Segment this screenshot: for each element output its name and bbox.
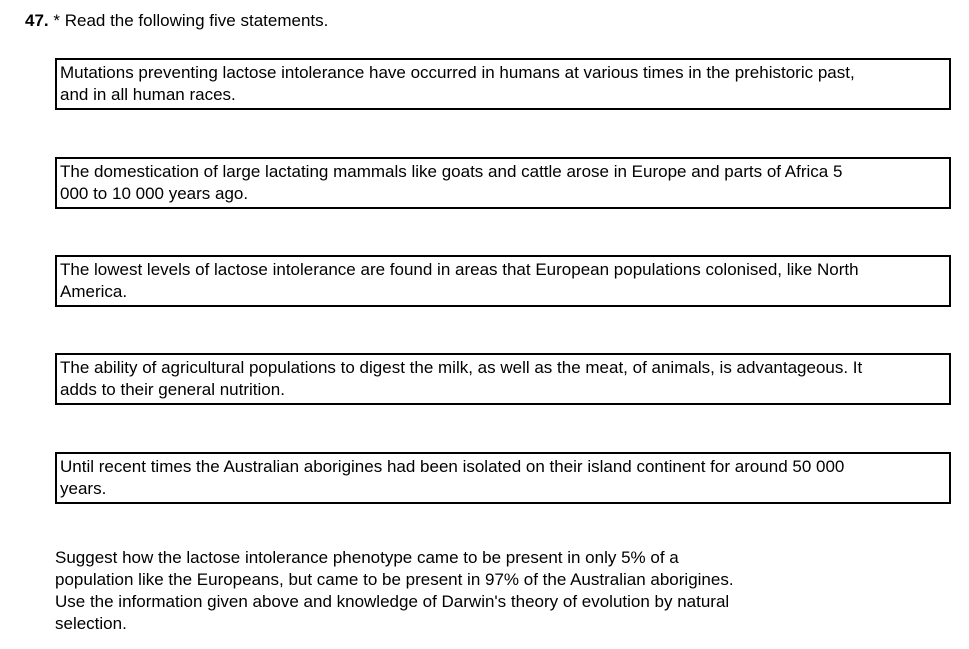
statement-3-line-1: The lowest levels of lactose intolerance are found in areas that European populations colonised, like North [60, 260, 859, 279]
statement-1-line-1: Mutations preventing lactose intolerance have occurred in humans at various times in the prehistoric past, [60, 63, 855, 82]
question-instruction: * Read the following five statements. [53, 11, 329, 30]
statement-2-line-1: The domestication of large lactating mammals like goats and cattle arose in Europe and parts of Africa 5 [60, 162, 843, 181]
statement-3-line-2: America. [60, 282, 128, 301]
question-header [25, 11, 328, 31]
statement-box-3 [55, 255, 951, 307]
statement-box-1 [55, 58, 951, 110]
statement-5-line-1: Until recent times the Australian aborigines had been isolated on their island continent for around 50 000 [60, 457, 845, 476]
statement-4-line-1: The ability of agricultural populations to digest the milk, as well as the meat, of animals, is advantageous. It [60, 358, 863, 377]
task-prompt [55, 547, 825, 635]
task-line-3: Use the information given above and knowledge of Darwin's theory of evolution by natural [55, 592, 730, 611]
statement-box-2 [55, 157, 951, 209]
statement-5-line-2: years. [60, 479, 107, 498]
statement-4-line-2: adds to their general nutrition. [60, 380, 285, 399]
statement-box-4 [55, 353, 951, 405]
task-line-1: Suggest how the lactose intolerance phenotype came to be present in only 5% of a [55, 548, 679, 567]
task-line-2: population like the Europeans, but came to be present in 97% of the Australian aborigines. [55, 570, 734, 589]
statement-2-line-2: 000 to 10 000 years ago. [60, 184, 249, 203]
statement-1-line-2: and in all human races. [60, 85, 236, 104]
task-line-4: selection. [55, 614, 127, 633]
question-number: 47. [25, 11, 49, 30]
statement-box-5 [55, 452, 951, 504]
